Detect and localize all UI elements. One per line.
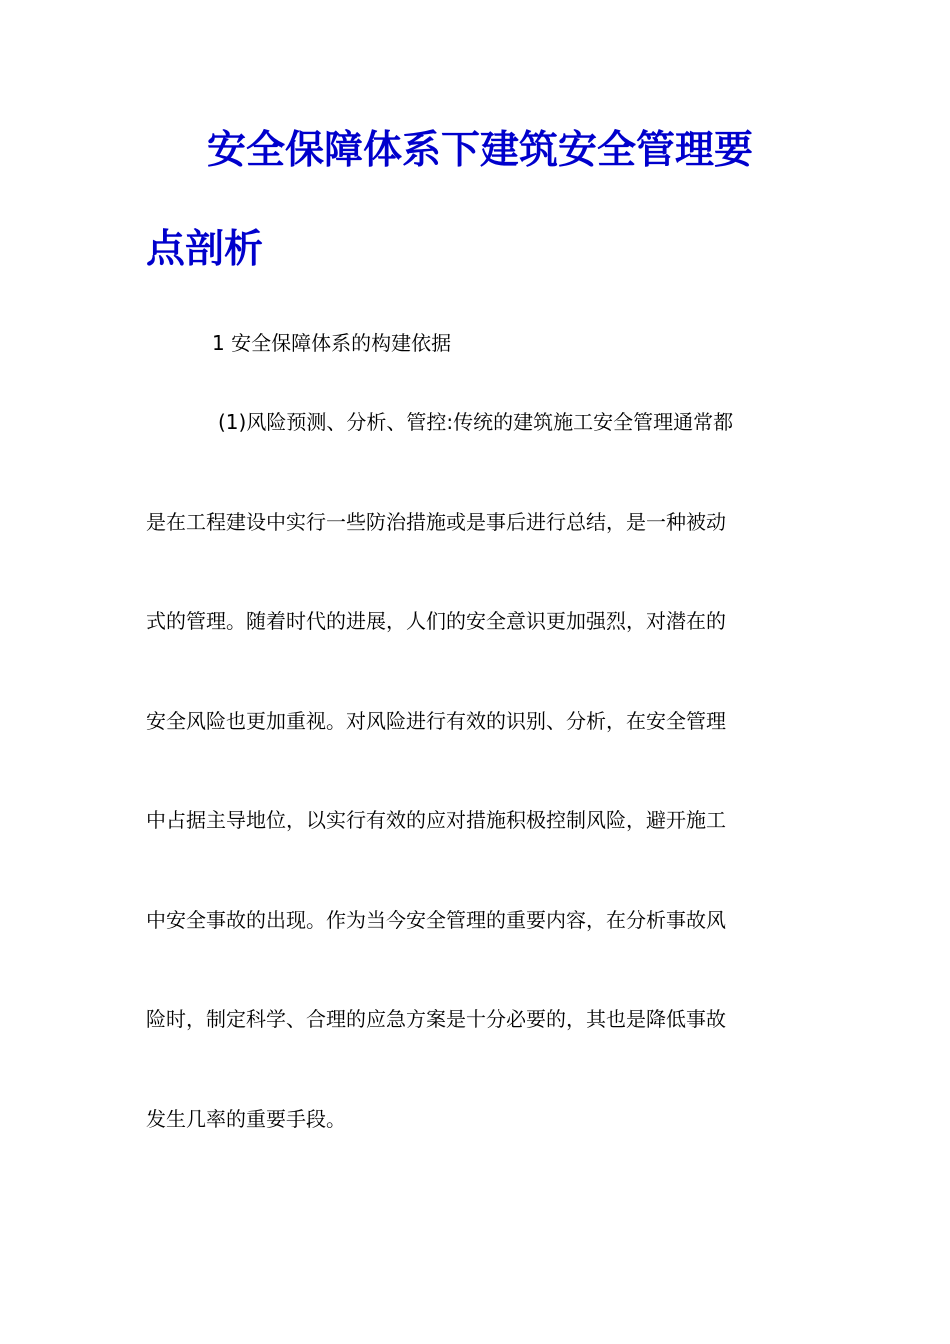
paragraph-line-6: 中安全事故的出现。作为当今安全管理的重要内容，在分析事故风 bbox=[146, 908, 726, 932]
paragraph-line-5: 中占据主导地位，以实行有效的应对措施积极控制风险，避开施工 bbox=[146, 808, 726, 832]
paragraph-line-3: 式的管理。随着时代的进展，人们的安全意识更加强烈，对潜在的 bbox=[146, 609, 726, 633]
paragraph-line-1: (1)风险预测、分析、管控:传统的建筑施工安全管理通常都 bbox=[218, 410, 734, 434]
document-title-line-1: 安全保障体系下建筑安全管理要 bbox=[207, 128, 754, 173]
paragraph-line-7: 险时，制定科学、合理的应急方案是十分必要的，其也是降低事故 bbox=[146, 1007, 726, 1031]
section-heading: 1 安全保障体系的构建依据 bbox=[212, 331, 452, 355]
document-title-line-2: 点剖析 bbox=[146, 227, 264, 272]
paragraph-line-2: 是在工程建设中实行一些防治措施或是事后进行总结，是一种被动 bbox=[146, 510, 726, 534]
paragraph-line-8: 发生几率的重要手段。 bbox=[146, 1107, 346, 1131]
paragraph-line-4: 安全风险也更加重视。对风险进行有效的识别、分析，在安全管理 bbox=[146, 709, 726, 733]
